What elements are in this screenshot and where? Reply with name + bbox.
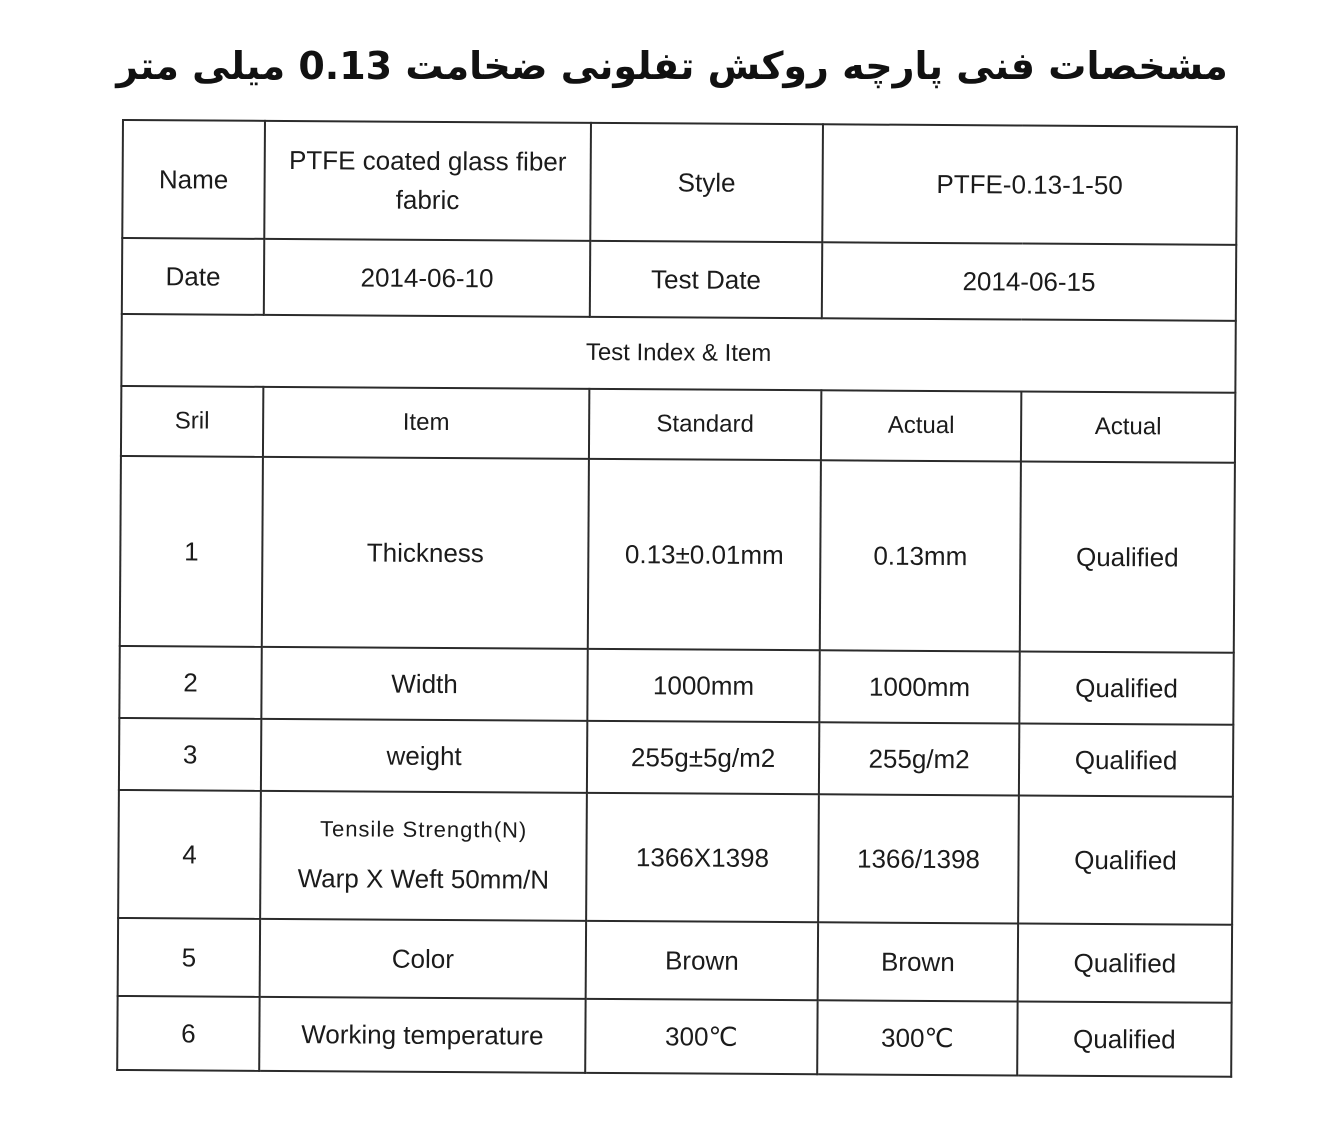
row-result: Qualified xyxy=(1019,651,1233,724)
section-title-row xyxy=(121,314,1235,393)
row-sril: 2 xyxy=(119,646,261,719)
row-item: Width xyxy=(261,647,587,721)
row-sril: 1 xyxy=(120,456,263,647)
row-standard: 300℃ xyxy=(585,999,817,1074)
row-sril: 6 xyxy=(117,996,259,1071)
row-result: Qualified xyxy=(1018,923,1232,1002)
column-header-actual: Actual xyxy=(821,390,1021,461)
row-standard: 1000mm xyxy=(587,649,819,722)
row-item: weight xyxy=(261,719,587,793)
header-row-name xyxy=(122,120,1237,245)
row-item xyxy=(260,791,587,921)
row-result: Qualified xyxy=(1017,1001,1231,1076)
row-result: Qualified xyxy=(1019,723,1233,796)
column-header-item: Item xyxy=(263,387,589,459)
row-sril: 4 xyxy=(118,790,261,919)
row-actual: 300℃ xyxy=(817,1000,1017,1075)
row-standard: 1366X1398 xyxy=(586,793,819,922)
row-result: Qualified xyxy=(1018,795,1233,924)
name-label: Name xyxy=(122,120,265,239)
specification-table xyxy=(116,119,1238,1078)
row-sril: 3 xyxy=(119,718,261,791)
row-result: Qualified xyxy=(1020,461,1235,652)
row-item: Working temperature xyxy=(259,997,585,1073)
page-title: مشخصات فنی پارچه روکش تفلونی ضخامت 0.13 میلی متر xyxy=(116,44,1228,88)
row-actual: 1366/1398 xyxy=(818,794,1019,923)
name-value-line1: PTFE coated glass fiber xyxy=(288,145,567,177)
table-row xyxy=(118,790,1233,925)
row-item-line1: Tensile Strength(N) xyxy=(319,816,528,843)
row-actual: 0.13mm xyxy=(820,460,1021,651)
column-header-result: Actual xyxy=(1021,391,1235,462)
row-actual: 1000mm xyxy=(819,650,1019,723)
style-label: Style xyxy=(590,123,823,242)
table-row xyxy=(118,918,1232,1003)
name-value-line2: fabric xyxy=(395,184,460,216)
column-header-row xyxy=(121,386,1235,463)
date-label: Date xyxy=(122,238,264,315)
row-item-line2: Warp X Weft 50mm/N xyxy=(297,863,550,895)
row-actual: 255g/m2 xyxy=(819,722,1019,795)
row-item: Thickness xyxy=(262,457,589,649)
table-row xyxy=(119,718,1233,797)
row-sril: 5 xyxy=(118,918,260,997)
table-row xyxy=(119,646,1233,725)
row-item: Color xyxy=(260,919,586,999)
date-value: 2014-06-10 xyxy=(264,239,590,317)
test-date-value: 2014-06-15 xyxy=(822,242,1236,321)
row-standard: 255g±5g/m2 xyxy=(587,721,819,794)
header-row-date xyxy=(122,238,1236,321)
table-row xyxy=(117,996,1231,1077)
style-value: PTFE-0.13-1-50 xyxy=(822,124,1237,245)
row-standard: Brown xyxy=(586,921,818,1000)
table-row xyxy=(120,456,1235,653)
row-actual: Brown xyxy=(818,922,1018,1001)
row-standard: 0.13±0.01mm xyxy=(588,459,821,650)
section-title: Test Index & Item xyxy=(121,314,1235,393)
name-value xyxy=(264,121,591,241)
column-header-sril: Sril xyxy=(121,386,263,457)
column-header-standard: Standard xyxy=(589,389,821,460)
test-date-label: Test Date xyxy=(590,241,822,318)
